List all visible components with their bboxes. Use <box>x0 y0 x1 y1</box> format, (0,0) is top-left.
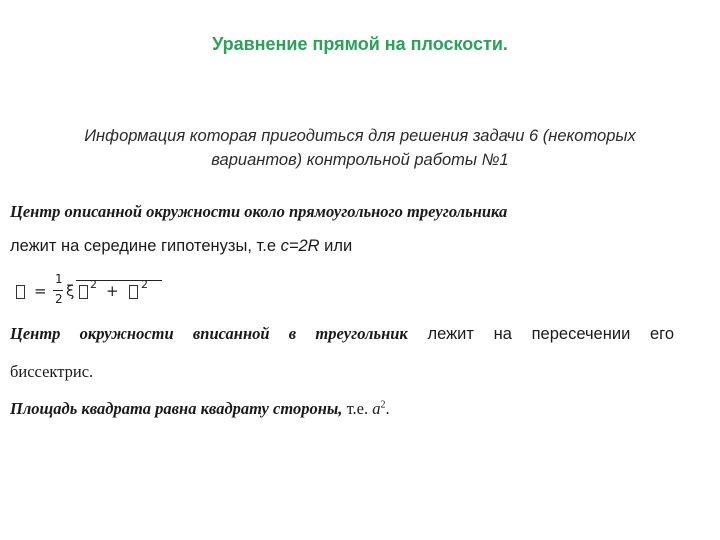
circumcircle-bold: Центр описанной окружности около прямоугольного треугольника <box>10 202 508 221</box>
square-area-var: a <box>372 399 381 418</box>
circumcircle-statement <box>10 200 674 224</box>
incircle-statement <box>10 324 674 344</box>
circumcircle-text: лежит на середине гипотенузы, т.е <box>10 237 281 255</box>
formula-placeholder-glyph <box>129 285 138 299</box>
formula-exponent: 2 <box>90 278 97 291</box>
square-area-text: т.е. <box>342 399 373 418</box>
subtitle-line-1: Информация которая пригодиться для решения задачи 6 (некоторых <box>84 127 636 145</box>
subtitle-line-2: вариантов) контрольной работы №1 <box>211 151 509 169</box>
formula-fraction-line <box>53 290 63 291</box>
incircle-statement-cont <box>10 362 93 382</box>
circumcircle-or: или <box>319 237 353 255</box>
subtitle <box>30 124 690 172</box>
formula-exponent: 2 <box>141 278 148 291</box>
incircle-tail: биссектрис. <box>10 362 94 381</box>
square-area-bold: Площадь квадрата равна квадрату стороны, <box>10 399 343 418</box>
formula-equals: = <box>34 282 47 300</box>
formula-placeholder-glyph <box>79 285 88 299</box>
square-area-end: . <box>385 399 390 418</box>
formula-sqrt-bar <box>76 280 162 281</box>
circumcircle-formula: c=2R <box>280 237 320 255</box>
slide-title: Уравнение прямой на плоскости. <box>212 34 508 54</box>
formula-placeholder-glyph <box>16 285 25 299</box>
square-area-exp: 2 <box>380 399 386 411</box>
incircle-text: лежит на пересечении его <box>407 325 674 343</box>
formula-root-glyph: ξ <box>66 282 75 300</box>
formula-denominator: 2 <box>55 292 63 306</box>
circumcircle-statement-cont <box>10 236 352 256</box>
formula-numerator: 1 <box>55 272 63 286</box>
formula-plus: + <box>106 282 119 300</box>
incircle-bold: Центр окружности вписанной в треугольник <box>10 324 408 343</box>
square-area-statement <box>10 399 390 419</box>
